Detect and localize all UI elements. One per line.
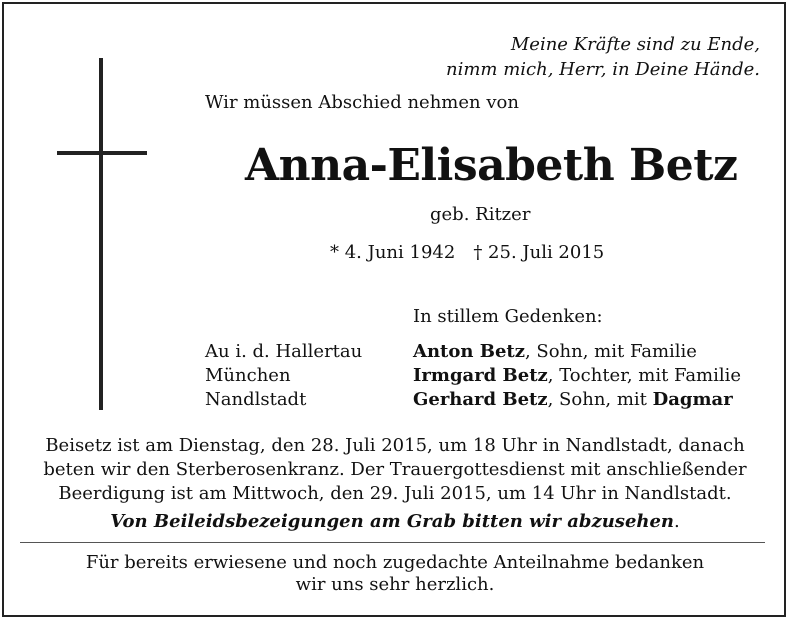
condolence-note <box>20 511 770 532</box>
intro-text: Wir müssen Abschied nehmen von <box>205 92 519 113</box>
funeral-line: Beerdigung ist am Mittwoch, den 29. Juli 2015, um 14 Uhr in Nandlstadt. <box>58 483 732 504</box>
funeral-details <box>20 434 770 506</box>
life-dates <box>330 242 604 263</box>
thanks-line: wir uns sehr herzlich. <box>295 574 495 595</box>
mourner-row <box>205 388 741 412</box>
deceased-name: Anna-Elisabeth Betz <box>245 140 738 191</box>
condolence-text: Von Beileidsbezeigungen am Grab bitten wir abzusehen <box>110 511 675 532</box>
motto-line: nimm mich, Herr, in Deine Hände. <box>446 59 760 80</box>
mourner-relation: , Sohn, mit <box>547 389 653 410</box>
condolence-period: . <box>674 511 680 532</box>
motto-line: Meine Kräfte sind zu Ende, <box>510 34 760 55</box>
mourner-relation: , Sohn, mit Familie <box>524 341 697 362</box>
mourner-relation: , Tochter, mit Familie <box>547 365 742 386</box>
thanks-text <box>20 552 770 596</box>
mourner-list <box>205 340 741 412</box>
mourner-place: Nandlstadt <box>205 389 307 410</box>
mourner-name: Irmgard Betz <box>413 365 548 386</box>
born-name: geb. Ritzer <box>430 204 531 225</box>
mourner-place: Au i. d. Hallertau <box>205 341 363 362</box>
mourner-entry <box>413 340 697 364</box>
funeral-line: Beisetz ist am Dienstag, den 28. Juli 2015, um 18 Uhr in Nandlstadt, danach <box>45 435 745 456</box>
mourner-partner: Dagmar <box>652 389 733 410</box>
mourner-row <box>205 364 741 388</box>
memory-heading: In stillem Gedenken: <box>413 306 603 327</box>
section-divider <box>20 542 765 543</box>
mourner-name: Anton Betz <box>413 341 525 362</box>
thanks-line: Für bereits erwiesene und noch zugedachte Anteilnahme bedanken <box>85 552 705 573</box>
funeral-line: beten wir den Sterberosenkranz. Der Trauergottesdienst mit anschließender <box>43 459 747 480</box>
death-date: † 25. Juli 2015 <box>473 242 605 263</box>
mourner-entry <box>413 388 733 412</box>
cross-vertical-beam <box>99 58 103 410</box>
mourner-place: München <box>205 365 291 386</box>
mourner-entry <box>413 364 741 388</box>
motto-quote <box>446 32 760 82</box>
birth-date: * 4. Juni 1942 <box>330 242 456 263</box>
mourner-row <box>205 340 741 364</box>
mourner-name: Gerhard Betz <box>413 389 548 410</box>
cross-horizontal-beam <box>57 151 147 155</box>
